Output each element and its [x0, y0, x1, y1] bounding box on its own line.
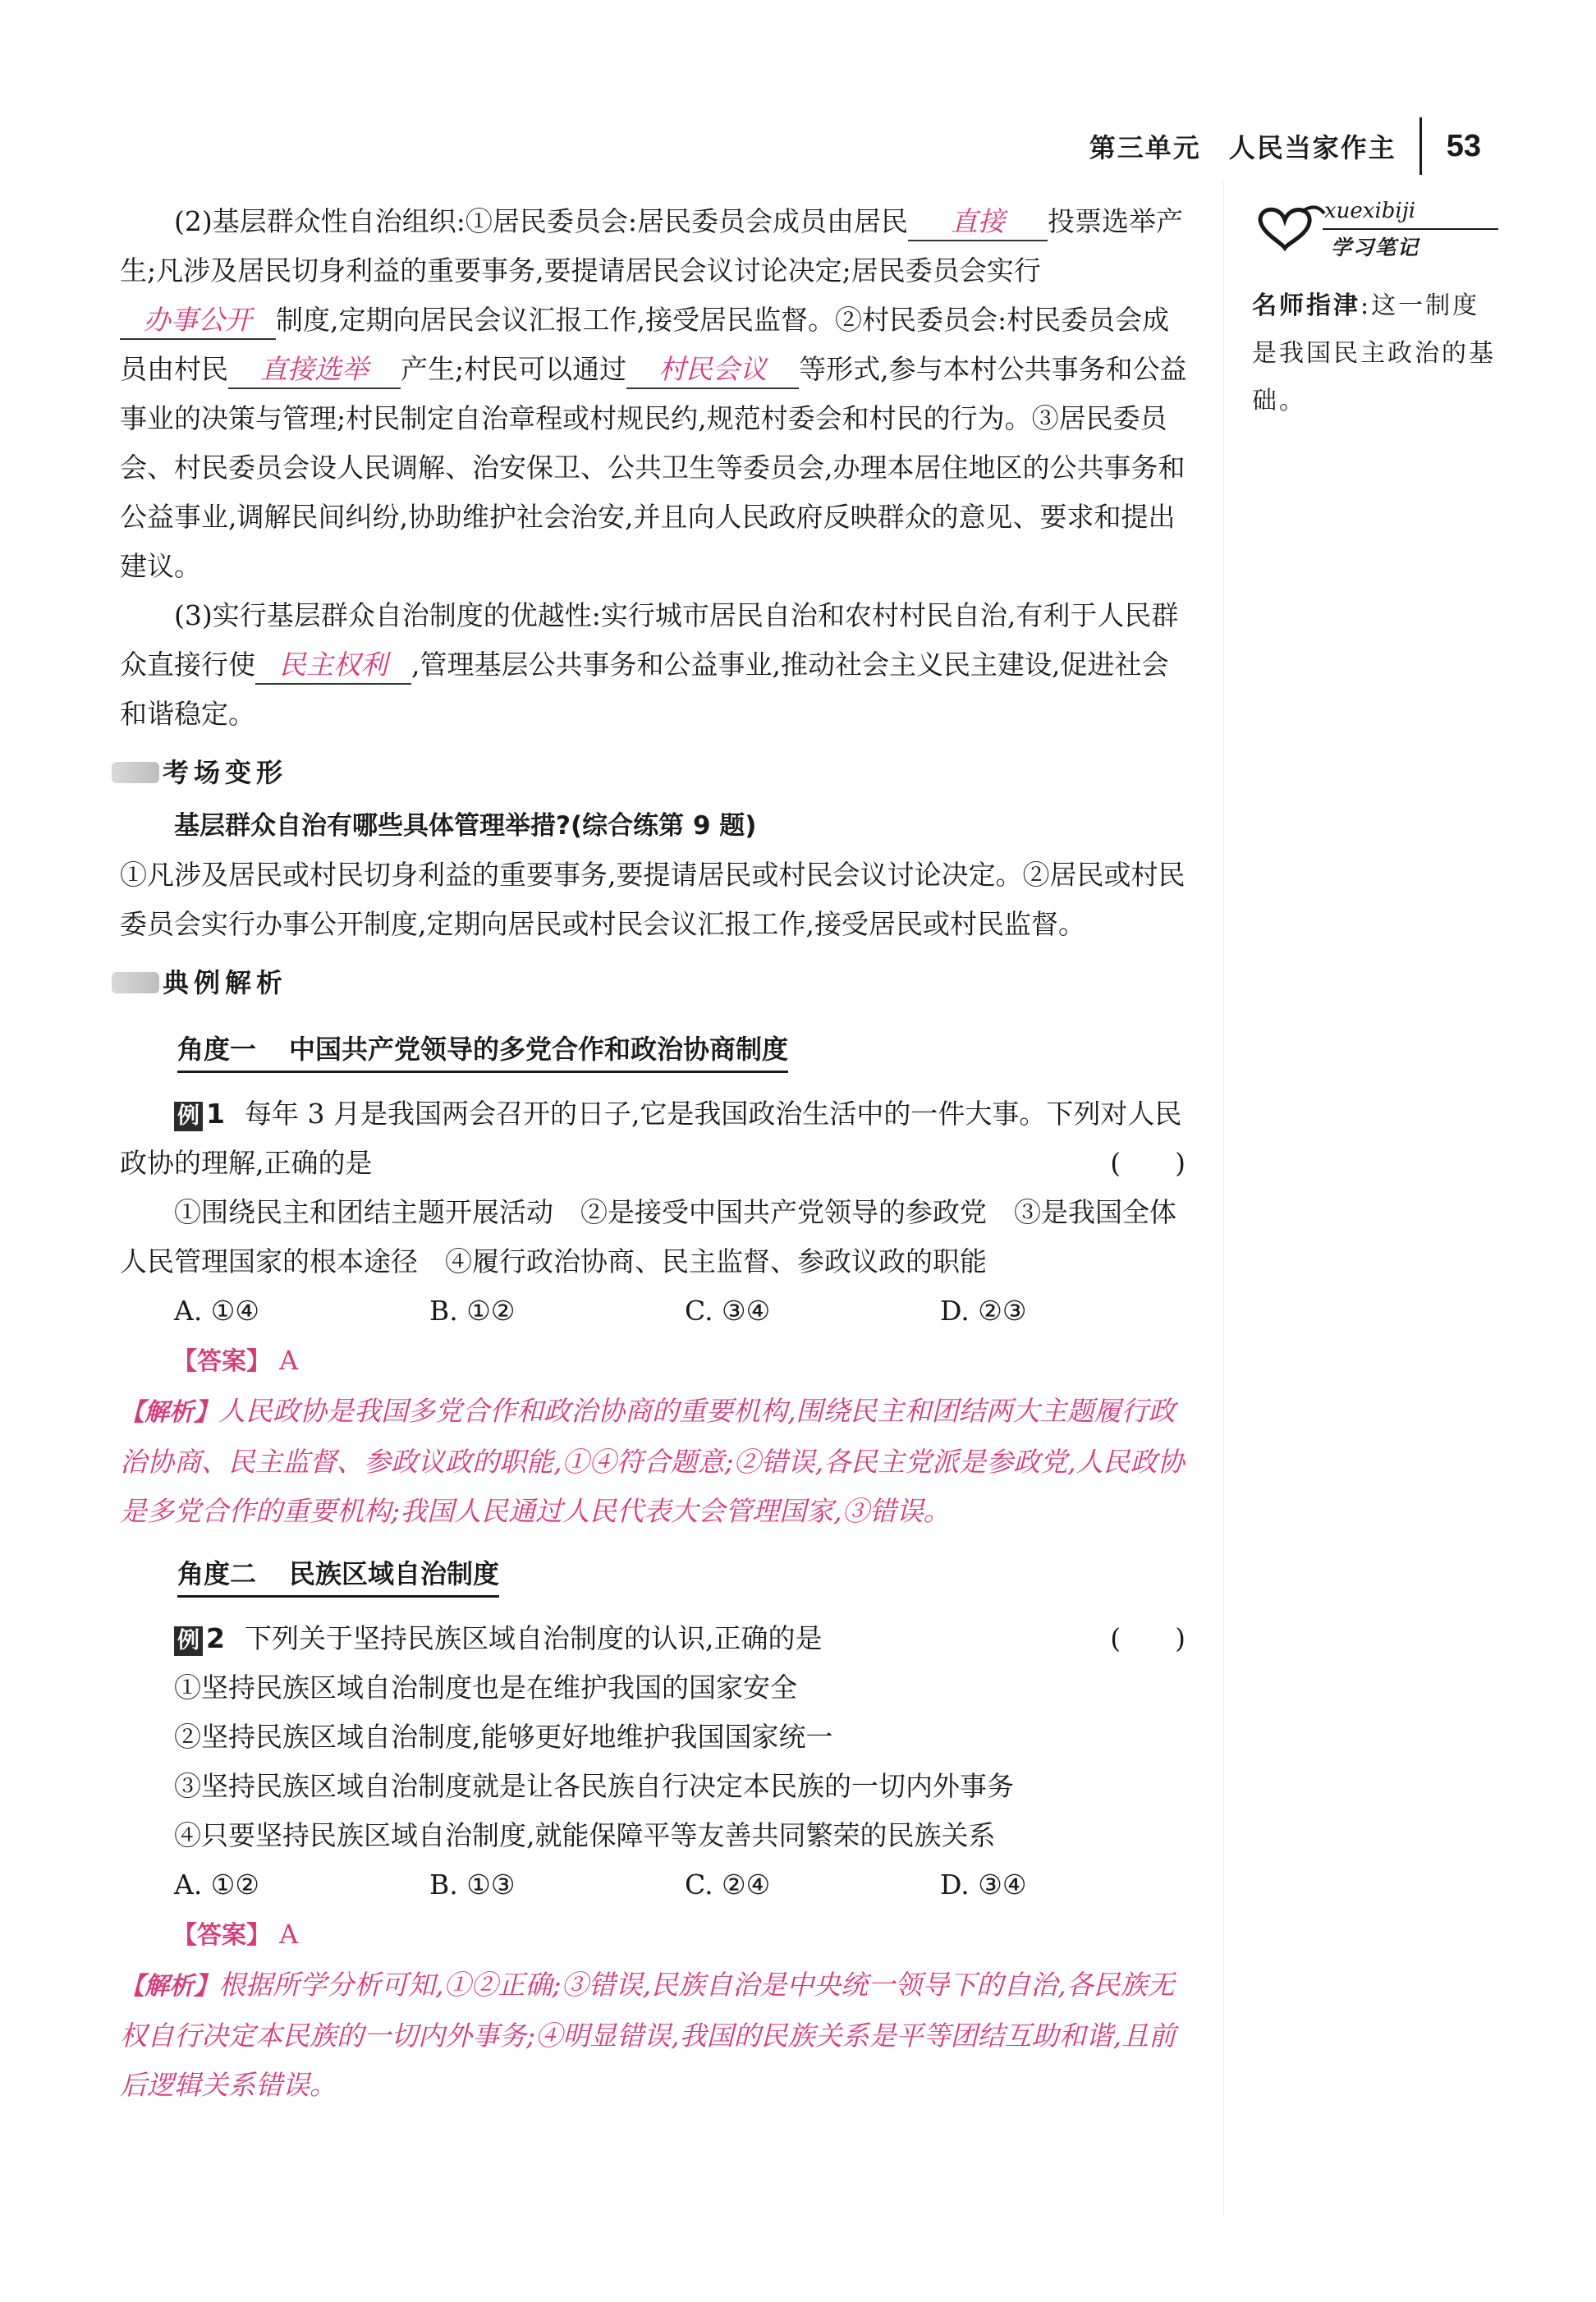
example-1-items: ①围绕民主和团结主题开展活动 ②是接受中国共产党领导的参政党 ③是我国全体人民管理国家的根本途径 ④履行政治协商、民主监督、参政议政的职能	[120, 1196, 1176, 1277]
example-2-item: ③坚持民族区域自治制度就是让各民族自行决定本民族的一切内外事务	[174, 1770, 1014, 1802]
explain-text: 人民政协是我国多党合作和政治协商的重要机构,围绕民主和团结两大主题履行政治协商、民主监督、参政议政的职能,①④符合题意;②错误,各民主党派是参政党,人民政协是多党合作的重要机构;我国人民通过人民代表大会管理国家,③错误。	[120, 1395, 1185, 1527]
answer-paren: ( )	[1110, 1147, 1186, 1179]
logo-rule	[1323, 228, 1498, 230]
text: 制度,定期向居民会议汇报工作,接受居民监督。②村民委员会:村民委员会成员由村民	[120, 304, 1170, 385]
fill-blank: 直接	[908, 204, 1048, 241]
paragraph-3	[120, 591, 1195, 739]
kaochang-question: 基层群众自治有哪些具体管理举措?(综合练第 9 题)	[174, 811, 757, 841]
fill-blank: 办事公开	[120, 302, 276, 340]
example-number: 1	[206, 1098, 225, 1130]
option-b: B. ①②	[429, 1295, 516, 1327]
option-d: D. ③④	[940, 1869, 1027, 1901]
page-number: 53	[1446, 128, 1481, 163]
page-header	[1089, 123, 1481, 169]
answer-label: 【答案】	[172, 1921, 271, 1950]
option-a: A. ①②	[174, 1869, 259, 1901]
column-divider	[1223, 181, 1224, 2217]
text: 投票选举产生;凡涉及居民切身利益的重要事务,要提请居民会议讨论决定;居民委员会实行	[120, 205, 1183, 287]
answer-paren: ( )	[1110, 1622, 1186, 1654]
example-1-stem	[120, 1089, 1195, 1188]
section-dianli	[112, 961, 1195, 1005]
question-stem: 下列关于坚持民族区域自治制度的认识,正确的是	[244, 1622, 823, 1654]
text: (2)基层群众性自治组织:①居民委员会:居民委员会成员由居民	[174, 205, 908, 237]
example-2-item: ④只要坚持民族区域自治制度,就能保障平等友善共同繁荣的民族关系	[174, 1819, 996, 1851]
example-2	[120, 1614, 1195, 2110]
fill-blank: 民主权利	[255, 647, 411, 685]
section-title: 考场变形	[163, 757, 288, 788]
text: 产生;村民可以通过	[401, 353, 627, 385]
unit-title: 第三单元 人民当家作主	[1089, 132, 1396, 163]
fill-blank: 村民会议	[626, 351, 799, 389]
study-notes-latin: xuexibiji	[1324, 199, 1416, 223]
tip-text: :这一制度是我国民主政治的基础。	[1252, 291, 1496, 415]
example-2-item: ②坚持民族区域自治制度,能够更好地维护我国国家统一	[174, 1721, 833, 1753]
section-kaochang	[112, 750, 1195, 795]
fill-blank: 直接选举	[228, 351, 401, 389]
text: 等形式,参与本村公共事务和公益事业的决策与管理;村民制定自治章程或村规民约,规范村委会和村民的行为。③居民委员会、村民委员会设人民调解、治安保卫、公共卫生等委员会,办理本居住地区的公共事务和公益事业,调解民间纠纷,协助维护社会治安,并且向人民政府反映群众的意见、要求和提出建议。	[120, 353, 1187, 582]
section-marker	[112, 762, 159, 783]
teacher-tip	[1252, 282, 1498, 425]
study-notes-title: 学习笔记	[1331, 236, 1420, 259]
section-marker	[112, 972, 159, 993]
tip-label: 名师指津	[1252, 291, 1360, 320]
angle-title: 中国共产党领导的多党合作和政治协商制度	[289, 1034, 789, 1065]
paragraph-2	[120, 197, 1195, 591]
answer-value: A	[279, 1345, 299, 1376]
option-b: B. ①③	[429, 1869, 516, 1901]
example-1-options	[120, 1286, 1195, 1336]
example-tag: 例	[174, 1626, 203, 1656]
header-divider	[1419, 117, 1422, 175]
example-1	[120, 1089, 1195, 1536]
option-d: D. ②③	[940, 1295, 1027, 1327]
side-notes	[1252, 197, 1498, 425]
explain-text: 根据所学分析可知,①②正确;③错误,民族自治是中央统一领导下的自治,各民族无权自行决定本民族的一切内外事务;④明显错误,我国的民族关系是平等团结互助和谐,且前后逻辑关系错误。	[120, 1969, 1176, 2101]
answer-value: A	[279, 1919, 299, 1950]
kaochang-answer: ①凡涉及居民或村民切身利益的重要事务,要提请居民或村民会议讨论决定。②居民或村民委员会实行办事公开制度,定期向居民或村民会议汇报工作,接受居民或村民监督。	[120, 859, 1186, 940]
question-stem: 每年 3 月是我国两会召开的日子,它是我国政治生活中的一件大事。下列对人民政协的理解,正确的是	[120, 1098, 1182, 1179]
angle-title: 民族区域自治制度	[289, 1558, 500, 1589]
example-1-explain	[120, 1387, 1195, 1536]
section-title: 典例解析	[163, 967, 288, 998]
example-2-options	[120, 1860, 1195, 1910]
option-c: C. ②④	[685, 1869, 771, 1901]
answer-label: 【答案】	[172, 1347, 271, 1376]
angle-label: 角度二	[177, 1558, 257, 1589]
option-c: C. ③④	[685, 1295, 771, 1327]
angle-2-heading	[177, 1552, 499, 1598]
main-column	[120, 197, 1195, 2110]
example-tag: 例	[174, 1102, 203, 1131]
explain-label: 【解析】	[120, 1972, 218, 2001]
text: ,管理基层公共事务和公益事业,推动社会主义民主建设,促进社会和谐稳定。	[120, 649, 1169, 730]
study-notes-logo	[1252, 197, 1498, 271]
angle-1-heading	[177, 1028, 788, 1073]
text: (3)实行基层群众自治制度的优越性:实行城市居民自治和农村村民自治,有利于人民群众直接行使	[120, 599, 1179, 681]
example-number: 2	[206, 1622, 225, 1654]
angle-label: 角度一	[177, 1034, 257, 1065]
example-2-item: ①坚持民族区域自治制度也是在维护我国的国家安全	[174, 1671, 797, 1704]
example-2-stem	[120, 1614, 1195, 1663]
explain-label: 【解析】	[120, 1398, 218, 1427]
example-2-explain	[120, 1960, 1195, 2110]
heart-icon	[1252, 202, 1326, 251]
example-1-answer	[172, 1336, 1195, 1387]
option-a: A. ①④	[174, 1295, 259, 1327]
example-2-answer	[172, 1910, 1195, 1960]
